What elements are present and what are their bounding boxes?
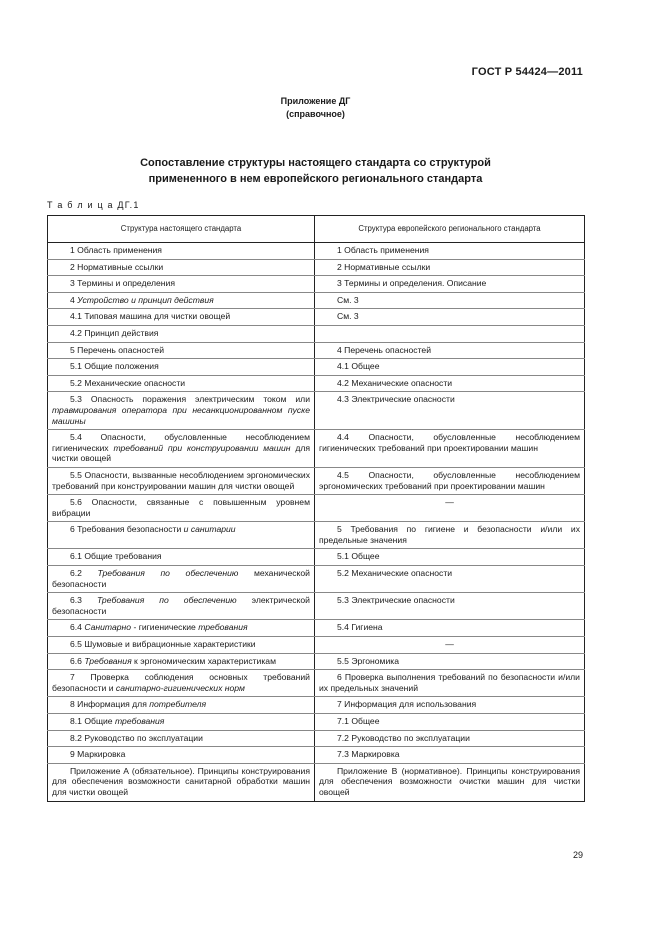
cell-european-standard: [315, 467, 585, 494]
table-row: [48, 309, 585, 326]
cell-this-standard: [48, 359, 315, 376]
table-row: [48, 292, 585, 309]
cell-text: санитарно-гигиенических норм: [115, 682, 245, 693]
table-row: [48, 375, 585, 392]
table-row: [48, 430, 585, 468]
cell-text: 5.2 Механические опасности: [70, 377, 186, 388]
cell-text: 6.1 Общие требования: [70, 551, 162, 562]
cell-european-standard-empty-dash: —: [315, 495, 585, 522]
cell-european-standard: [315, 620, 585, 637]
cell-this-standard: [48, 637, 315, 654]
cell-text: 7.2 Руководство по эксплуатации: [337, 732, 470, 743]
cell-this-standard: [48, 342, 315, 359]
table-row: [48, 763, 585, 801]
cell-text: потребителя: [149, 699, 207, 710]
cell-text: 4: [70, 294, 78, 305]
page-number: 29: [572, 850, 583, 860]
cell-text: 3 Термины и определения: [70, 278, 176, 289]
cell-european-standard: [315, 653, 585, 670]
cell-text: 2 Нормативные ссылки: [337, 261, 431, 272]
cell-this-standard: [48, 430, 315, 468]
table-row: [48, 359, 585, 376]
cell-text: 6.4: [70, 622, 85, 633]
table-row: [48, 653, 585, 670]
cell-text: 6 Проверка выполнения требований по безопасности и/или их предельных значений: [319, 672, 580, 693]
table-row: [48, 593, 585, 620]
cell-european-standard: [315, 359, 585, 376]
cell-text: 6.3: [70, 595, 97, 606]
cell-european-standard: [315, 549, 585, 566]
cell-text: 4.2 Принцип действия: [70, 327, 159, 338]
cell-european-standard: [315, 342, 585, 359]
cell-this-standard: [48, 522, 315, 549]
cell-text: Требования по обеспечению: [96, 595, 237, 606]
cell-text: 7.1 Общее: [337, 716, 380, 726]
cell-text: 4.2 Механические опасности: [337, 377, 453, 388]
cell-text: 8.2 Руководство по эксплуатации: [70, 732, 203, 743]
cell-this-standard: [48, 763, 315, 801]
cell-text: 8 Информация для: [70, 699, 150, 710]
cell-text: 6.5 Шумовые и вибрационные характеристики: [70, 639, 256, 650]
cell-european-standard: [315, 522, 585, 549]
table-row: [48, 714, 585, 731]
cell-text: Требования по обеспечению: [97, 568, 239, 579]
cell-text: требования: [198, 622, 248, 633]
document-number: ГОСТ Р 54424—2011: [471, 66, 583, 78]
document-title: [0, 155, 631, 187]
cell-text: 7.3 Маркировка: [337, 749, 400, 760]
cell-text: См. 3: [337, 294, 359, 305]
cell-this-standard: [48, 276, 315, 293]
header-this-standard: Структура настоящего стандарта: [48, 216, 315, 243]
cell-text: 4.1 Типовая машина для чистки овощей: [70, 311, 231, 322]
cell-text: 1 Область применения: [70, 245, 162, 255]
header-european-standard: Структура европейского регионального стандарта: [315, 216, 585, 243]
cell-text: 6 Требования безопасности: [70, 524, 184, 535]
cell-this-standard: [48, 747, 315, 764]
cell-text: 4.3 Электрические опасности: [337, 394, 455, 405]
cell-this-standard: [48, 375, 315, 392]
table-row: [48, 697, 585, 714]
cell-european-standard: [315, 259, 585, 276]
cell-european-standard: [315, 292, 585, 309]
cell-european-standard: [315, 309, 585, 326]
cell-european-standard: [315, 670, 585, 697]
cell-text: 9 Маркировка: [70, 749, 126, 760]
cell-text: См. 3: [337, 311, 359, 322]
table-body: [48, 243, 585, 802]
table-row: [48, 325, 585, 342]
cell-text: 5.1 Общее: [337, 551, 380, 562]
cell-european-standard: [315, 430, 585, 468]
cell-this-standard: [48, 467, 315, 494]
cell-text: 5 Требования по гигиене и безопасности и/или их предельные значения: [319, 524, 580, 545]
cell-text: 7 Проверка соблюдения основных требований безопасности и: [52, 672, 310, 693]
cell-this-standard: [48, 670, 315, 697]
cell-european-standard: [315, 714, 585, 731]
table-row: [48, 276, 585, 293]
cell-text: 3 Термины и определения. Описание: [337, 278, 487, 289]
cell-text: 4.1 Общее: [337, 361, 380, 372]
cell-text: 2 Нормативные ссылки: [70, 261, 164, 272]
cell-this-standard: [48, 697, 315, 714]
cell-text: для чистки овощей: [52, 442, 311, 464]
cell-text: Требования: [84, 655, 132, 666]
cell-this-standard: [48, 392, 315, 430]
cell-this-standard: [48, 325, 315, 342]
cell-text: 5.4 Опасности, обусловленные несоблюдением гигиенических: [52, 432, 310, 453]
title-line-2: примененного в нем европейского регионального стандарта: [148, 173, 483, 185]
cell-european-standard: [315, 325, 585, 342]
cell-text: 5.6 Опасности, связанные с повышенным уровнем вибрации: [52, 497, 310, 518]
cell-this-standard: [48, 730, 315, 747]
table-row: [48, 495, 585, 522]
table-caption: Т а б л и ц а ДГ.1: [47, 200, 140, 210]
cell-european-standard-empty-dash: —: [315, 637, 585, 654]
cell-text: электрической безопасности: [52, 595, 310, 616]
cell-european-standard: [315, 375, 585, 392]
cell-text: 5 Перечень опасностей: [70, 344, 165, 355]
cell-text: Приложение А (обязательное). Принципы конструирования для обеспечения возможности санитарной обработки машин для чистки овощей: [52, 765, 310, 797]
cell-this-standard: [48, 593, 315, 620]
cell-european-standard: [315, 697, 585, 714]
table-row: [48, 259, 585, 276]
cell-this-standard: [48, 259, 315, 276]
cell-text: 6.2: [70, 568, 98, 579]
cell-text: Санитарно: [84, 622, 132, 633]
cell-this-standard: [48, 566, 315, 593]
cell-text: механической безопасности: [52, 568, 310, 589]
table-row: [48, 730, 585, 747]
appendix-heading: [0, 95, 631, 121]
cell-this-standard: [48, 653, 315, 670]
cell-text: 8.1 Общие: [70, 716, 115, 726]
cell-text: Устройство и принцип действия: [77, 294, 214, 305]
table-header-row: [48, 216, 585, 243]
cell-text: 5.3 Электрические опасности: [337, 595, 455, 606]
cell-european-standard: [315, 243, 585, 260]
cell-european-standard: [315, 593, 585, 620]
table-row: [48, 637, 585, 654]
table-row: [48, 549, 585, 566]
cell-text: 5.5 Эргономика: [337, 655, 399, 666]
cell-text: 4.4 Опасности, обусловленные несоблюдением гигиенических требований при проектировании машин: [319, 432, 580, 453]
table-row: [48, 747, 585, 764]
cell-text: требований при конструировании машин: [113, 442, 291, 453]
cell-text: 5.3 Опасность поражения электрическим током или: [70, 394, 310, 405]
cell-this-standard: [48, 243, 315, 260]
table-row: [48, 620, 585, 637]
cell-text: - гигиенические: [131, 622, 199, 633]
table-row: [48, 670, 585, 697]
table-row: [48, 467, 585, 494]
cell-this-standard: [48, 549, 315, 566]
cell-this-standard: [48, 495, 315, 522]
cell-european-standard: [315, 566, 585, 593]
cell-european-standard: [315, 763, 585, 801]
cell-european-standard: [315, 730, 585, 747]
table-row: [48, 243, 585, 260]
cell-text: травмирования оператора при несанкционированном пуске машины: [52, 404, 310, 426]
cell-this-standard: [48, 620, 315, 637]
cell-european-standard: [315, 747, 585, 764]
cell-text: Приложение В (нормативное). Принципы конструирования для обеспечения возможности очистки машин для чистки овощей: [319, 765, 580, 797]
cell-text: 5.1 Общие положения: [70, 361, 159, 372]
appendix-subtitle: (справочное): [286, 109, 345, 119]
cell-european-standard: [315, 276, 585, 293]
cell-text: к эргономическим характеристикам: [131, 655, 276, 666]
cell-this-standard: [48, 309, 315, 326]
cell-text: 7 Информация для использования: [337, 699, 477, 710]
cell-text: 6.6: [70, 655, 85, 666]
structure-comparison-table: [47, 215, 585, 802]
cell-text: 5.5 Опасности, вызванные несоблюдением эргономических требований при конструировании машин для чистки овощей: [52, 469, 310, 491]
cell-text: требования: [114, 716, 165, 726]
cell-this-standard: [48, 292, 315, 309]
cell-text: 1 Область применения: [337, 245, 429, 255]
cell-text: 4 Перечень опасностей: [337, 344, 432, 355]
table-row: [48, 342, 585, 359]
title-line-1: Сопоставление структуры настоящего стандарта со структурой: [140, 157, 491, 169]
cell-text: и санитарии: [183, 524, 236, 535]
cell-text: 5.4 Гигиена: [337, 622, 383, 633]
table-row: [48, 566, 585, 593]
cell-european-standard: [315, 392, 585, 430]
table-row: [48, 522, 585, 549]
cell-text: 5.2 Механические опасности: [337, 568, 453, 579]
table-row: [48, 392, 585, 430]
cell-text: 4.5 Опасности, обусловленные несоблюдением эргономических требований при проектировании машин: [319, 469, 580, 491]
appendix-title: Приложение ДГ: [280, 96, 351, 106]
cell-this-standard: [48, 714, 315, 731]
